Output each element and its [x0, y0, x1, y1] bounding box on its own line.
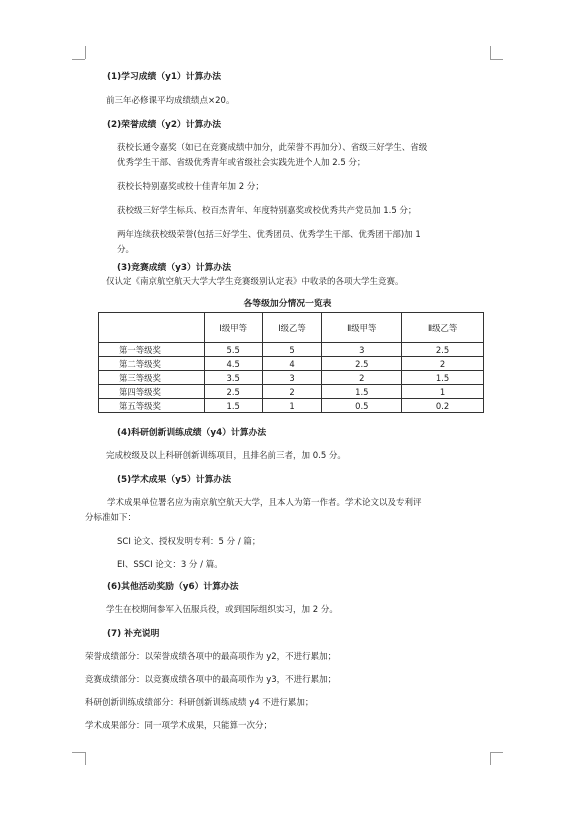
section-1-heading: (1)学习成绩（y1）计算办法 — [107, 72, 221, 82]
section-3-heading: (3)竞赛成绩（y3）计算办法 — [117, 263, 231, 273]
table-cell: 2 — [322, 371, 402, 385]
table-header-cell — [99, 313, 205, 343]
section-5-line: EI、SSCI 论文：3 分 / 篇。 — [117, 560, 223, 570]
table-cell: 1.5 — [322, 385, 402, 399]
table-row — [99, 371, 484, 385]
section-7-heading: (7) 补充说明 — [107, 629, 160, 639]
section-2-line: 优秀学生干部、省级优秀青年或省级社会实践先进个人加 2.5 分； — [117, 158, 366, 168]
section-2-line: 获校长特别嘉奖或校十佳青年加 2 分； — [117, 182, 264, 192]
table-cell: 0.2 — [402, 399, 484, 413]
section-7-line: 学术成果部分：同一项学术成果，只能算一次分； — [85, 721, 273, 731]
section-2-heading: (2)荣誉成绩（y2）计算办法 — [107, 120, 221, 130]
crop-mark-top-left-v — [85, 46, 86, 59]
table-cell: 5 — [262, 343, 322, 357]
table-cell: 2.5 — [204, 385, 262, 399]
crop-mark-bottom-left-v — [85, 752, 86, 765]
section-3-line: 仅认定《南京航空航天大学大学生竞赛级别认定表》中收录的各项大学生竞赛。 — [106, 277, 404, 287]
grade-bonus-table — [98, 312, 484, 413]
table-title: 各等级加分情况一览表 — [243, 299, 332, 309]
table-cell: 3 — [262, 371, 322, 385]
table-cell: 2.5 — [322, 357, 402, 371]
crop-mark-bottom-left — [72, 752, 85, 753]
table-cell: 1 — [402, 385, 484, 399]
table-cell: 3.5 — [204, 371, 262, 385]
table-cell: 1.5 — [402, 371, 484, 385]
table-row — [99, 385, 484, 399]
table-row-label: 第一等级奖 — [99, 343, 205, 357]
table-cell: 1.5 — [204, 399, 262, 413]
table-header-row — [99, 313, 484, 343]
table-row — [99, 399, 484, 413]
table-cell: 0.5 — [322, 399, 402, 413]
table-cell: 3 — [322, 343, 402, 357]
section-5-heading: (5)学术成果（y5）计算办法 — [117, 475, 231, 485]
section-2-line: 获校级三好学生标兵、校百杰青年、年度特别嘉奖或校优秀共产党员加 1.5 分； — [117, 206, 417, 216]
section-4-line: 完成校级及以上科研创新训练项目，且排名前三者，加 0.5 分。 — [106, 451, 346, 461]
table-header-cell: Ⅰ级乙等 — [262, 313, 322, 343]
table-row — [99, 343, 484, 357]
section-7-line: 荣誉成绩部分：以荣誉成绩各项中的最高项作为 y2，不进行累加； — [85, 652, 337, 662]
crop-mark-top-right-v — [490, 46, 491, 59]
table-cell: 1 — [262, 399, 322, 413]
table-row-label: 第三等级奖 — [99, 371, 205, 385]
table-row — [99, 357, 484, 371]
table-header-cell: Ⅱ级乙等 — [402, 313, 484, 343]
section-5-line: 学术成果单位署名应为南京航空航天大学，且本人为第一作者。学术论文以及专利评 — [107, 498, 422, 508]
section-2-line: 获校长通令嘉奖（如已在竞赛成绩中加分，此荣誉不再加分）、省级三好学生、省级 — [117, 143, 428, 153]
table-cell: 4.5 — [204, 357, 262, 371]
crop-mark-top-right — [490, 59, 503, 60]
section-4-heading: (4)科研创新训练成绩（y4）计算办法 — [117, 428, 267, 438]
table-header-cell: Ⅱ级甲等 — [322, 313, 402, 343]
section-6-line: 学生在校期间参军入伍服兵役，或到国际组织实习，加 2 分。 — [106, 605, 338, 615]
table-row-label: 第二等级奖 — [99, 357, 205, 371]
section-6-heading: (6)其他活动奖励（y6）计算办法 — [107, 582, 239, 592]
table-header-cell: Ⅰ级甲等 — [204, 313, 262, 343]
table-cell: 5.5 — [204, 343, 262, 357]
section-5-line: SCI 论文、授权发明专利：5 分 / 篇； — [117, 537, 261, 547]
table-row-label: 第五等级奖 — [99, 399, 205, 413]
table-cell: 2 — [402, 357, 484, 371]
table-row-label: 第四等级奖 — [99, 385, 205, 399]
section-2-line: 分。 — [117, 245, 135, 255]
table-cell: 2 — [262, 385, 322, 399]
section-7-line: 竞赛成绩部分：以竞赛成绩各项中的最高项作为 y3，不进行累加； — [85, 675, 337, 685]
section-2-line: 两年连续获校级荣誉(包括三好学生、优秀团员、优秀学生干部、优秀团干部)加 1 — [117, 230, 421, 240]
section-1-line: 前三年必修课平均成绩绩点×20。 — [106, 96, 235, 106]
section-5-line: 分标准如下： — [85, 513, 137, 523]
table-cell: 2.5 — [402, 343, 484, 357]
crop-mark-bottom-right-v — [490, 752, 491, 765]
table-cell: 4 — [262, 357, 322, 371]
crop-mark-top-left — [72, 59, 85, 60]
crop-mark-bottom-right — [490, 752, 503, 753]
section-7-line: 科研创新训练成绩部分：科研创新训练成绩 y4 不进行累加； — [85, 698, 314, 708]
